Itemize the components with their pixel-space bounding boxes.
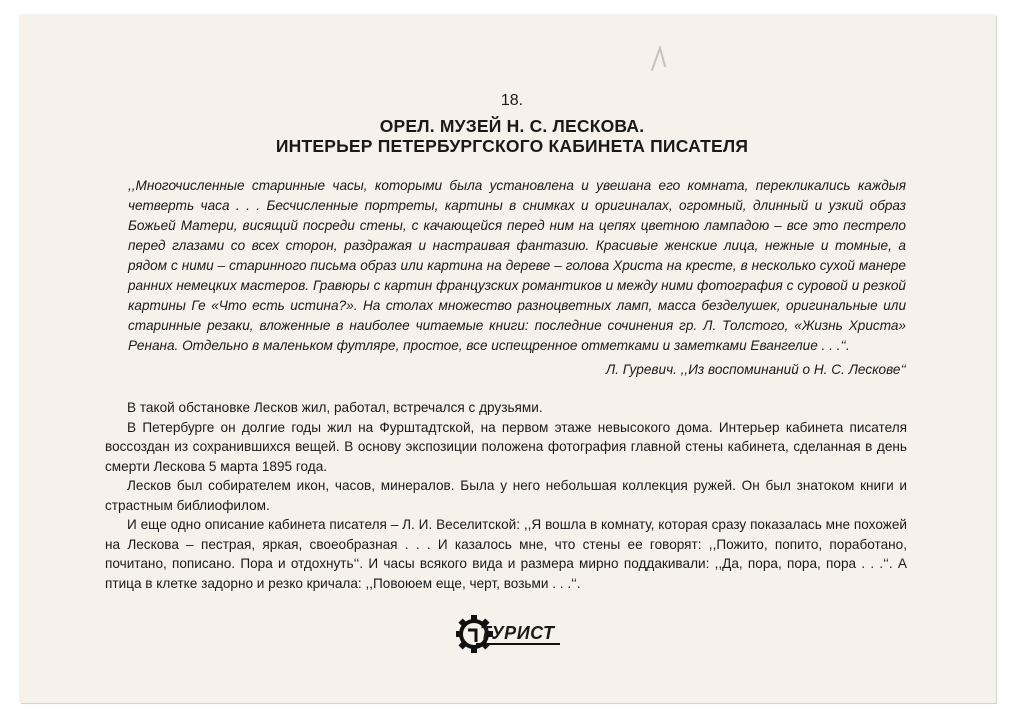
pencil-mark bbox=[648, 44, 670, 74]
quote-text: ,,Многочисленные старинные часы, которыми была установлена и увешана его комната, перекликались каждыя четверть часа . . . Бесчисленные портреты, картины в снимках и оригиналах, огромный, длинный и узкий образ Божьей Матери, висящий посреди стены, с качающейся перед ним на цепях цветною лампадою – все это пестрело перед глазами со всех сторон, раздражая и настраивая фантазию. Красивые женские лица, нежные и томные, а рядом с ними – старинного письма образ или картина на дереве – голова Христа на кресте, в несколько сухой манере ранних немецких мастеров. Гравюры с картин французских романтиков и между ними фотография с суровой и резкой картины Ге «Что есть истина?». На столах множество разноцветных ламп, масса безделушек, оригинальные или старинные резаки, вложенные в наиболее читаемые книги: последние сочинения гр. Л. Толстого, «Жизнь Христа» Ренана. Отдельно в маленьком футляре, простое, все испещренное отметками и заметками Евангелие . . .‘‘. bbox=[128, 178, 906, 353]
title-line-2: ИНТЕРЬЕР ПЕТЕРБУРГСКОГО КАБИНЕТА ПИСАТЕЛЯ bbox=[275, 136, 749, 156]
paragraph: Лесков был собирателем икон, часов, минералов. Была у него небольшая коллекция ружей. Он был знатоком книги и страстным библиофилом. bbox=[105, 478, 907, 513]
paragraph: И еще одно описание кабинета писателя – Л. И. Веселитской: ,,Я вошла в комнату, которая сразу показалась мне похожей на Лескова – пестрая, яркая, своеобразная . . . И казалось мне, что стены ее говорят: ,,Пожито, попито, поработано, почитано, пописано. Пора и отдохнуть‘‘. И часы всякого вида и размера мирно поддакивали: ,,Да, пора, пора, пора . . .‘‘. А птица в клетке задорно и резко кричала: ,,Повоюем еще, черт, возьми . . .‘‘. bbox=[105, 517, 907, 591]
paragraph: В такой обстановке Лесков жил, работал, встречался с друзьями. bbox=[127, 400, 543, 415]
logo-text: ТУРИСТ bbox=[476, 623, 560, 645]
quote-attribution: Л. Гуревич. ,,Из воспоминаний о Н. С. Лескове‘‘ bbox=[605, 362, 906, 377]
card-number: 18. bbox=[500, 92, 524, 109]
body-text bbox=[105, 398, 907, 593]
title-line-1: ОРЕЛ. МУЗЕЙ Н. С. ЛЕСКОВА. bbox=[379, 116, 645, 136]
paragraph: В Петербурге он долгие годы жил на Фурштадтской, на первом этаже невысокого дома. Интерьер кабинета писателя воссоздан из сохранившихся вещей. В основу экспозиции положена фотография главной стены кабинета, сделанная в день смерти Лескова 5 марта 1895 года. bbox=[105, 419, 907, 474]
